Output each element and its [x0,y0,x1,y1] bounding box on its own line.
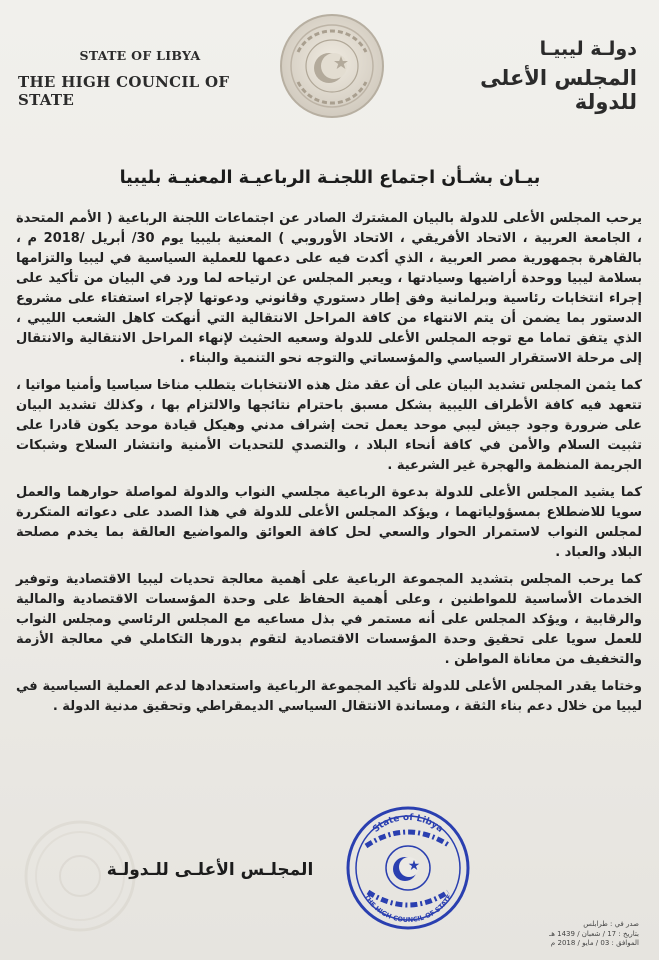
header-arabic [427,38,637,114]
statement-title: بيـان بشـأن اجتماع اللجنـة الرباعيـة المعنيـة بليبيا [119,168,541,188]
statement-body [16,209,642,722]
svg-text:State of Libya [371,813,445,835]
header-english [18,48,248,109]
stamp-crescent-star-icon [393,857,419,881]
official-stamp [344,798,472,936]
header-en-council: THE HIGH COUNCIL OF STATE [18,73,230,109]
issue-date-hijri: بتاريخ : 17 / شعبان / 1439 هـ [549,929,639,938]
issue-place: صدر في : طرابلس [583,920,639,928]
emblem-seal [278,12,386,120]
paragraph-1: يرحب المجلس الأعلى للدولة بالبيان المشترك الصادر عن اجتماعات اللجنة الرباعية ( الأمم المتحدة ، الجامعة العربية ، الاتحاد الأفريقي ، الاتحاد الأوروبي ) المعنية بليبيا يوم 30/ أبريل /2018 م ، بالقاهرة بجمهورية مصر العربية ، الذي أكدت فيه على دعمها للعملية السياسية في ليبيا والتزامها بسلامة ليبيا ووحدة أراضيها وسيادتها ، ويعبر المجلس عن ارتياحه لما ورد في البيان من تأكيد على إجراء انتخابات رئاسية وبرلمانية وفق إطار دستوري وقانوني ودعوتها لإجراء استفتاء على مشروع الدستور بما يضمن أن يتم الانتهاء من كافة المراحل الانتقالية التي أنهكت كاهل الشعب الليبي ، الذي يتفق تماما مع توجه المجلس الأعلى للدولة وسعيه الحثيث لإنهاء المراحل الانتقالية والانتقال إلى مرحلة الاستقرار السياسي والمؤسساتي والتوجه نحو التنمية والبناء . [16,211,642,366]
paragraph-3: كما يشيد المجلس الأعلى للدولة بدعوة الرباعية مجلسي النواب والدولة لمواصلة حوارهما والعمل سويا للاضطلاع بمسؤولياتهما ، ويؤكد المجلس الأعلى للدولة في هذا الصدد على دعواته المتكررة لمجلس النواب لاستمرار الحوار والسعي لحل كافة العوائق والمواضيع العالقة بما يخدم مصلحة البلاد والعباد . [16,485,642,560]
stamp-bottom-text: THE HIGH COUNCIL OF STATE [362,893,454,925]
header-ar-council: المجلس الأعلى للدولة [480,66,637,114]
paragraph-5: وختاما يقدر المجلس الأعلى للدولة تأكيد المجموعة الرباعية واستعدادها لدعم العملية السياسية في ليبيا من خلال دعم بناء الثقة ، ومساندة الانتقال السياسي الديمقراطي وتحقيق مدنية الدولة . [16,679,642,714]
signature-council: المجلـس الأعلـى للـدولـة [106,860,314,880]
header-en-state: STATE OF LIBYA [79,48,201,63]
paragraph-4: كما يرحب المجلس بتشديد المجموعة الرباعية على أهمية معالجة تحديات ليبيا الاقتصادية وتوفير الخدمات الأساسية للمواطنين ، وعلى أهمية الحفاظ على وحدة المؤسسات الاقتصادية والمالية والرقابية ، ويؤكد المجلس على أنه مستمر في بذل مساعيه مع المجلس الرئاسي ومجلس النواب للعمل سويا على تحقيق وحدة المؤسسات الاقتصادية لتقوم بدورها التكاملي في معالجة الأزمة والتخفيف من معاناة المواطن . [16,572,642,667]
issue-date-gregorian: الموافق : 03 / مايو / 2018 م [550,939,639,947]
paragraph-2: كما يثمن المجلس تشديد البيان على أن عقد مثل هذه الانتخابات يتطلب مناخا سياسيا وأمنيا مواتيا ، تتعهد فيه كافة الأطراف الليبية بشكل مسبق باحترام نتائجها والالتزام بها ، وكذلك تشديد البيان على ضرورة وجود جيش ليبي موحد يعمل تحت إشراف مدني وهيكل قيادة موحد يكون قادرا على تثبيت السلام والأمن في كافة أنحاء البلاد ، والتصدي للتحديات الأمنية وانتشار السلاح وشبكات الجريمة المنظمة والهجرة غير الشرعية . [16,378,642,473]
stamp-top-text: State of Libya [371,812,445,835]
header-ar-state: دولـة ليبيـا [539,38,637,60]
issue-details [489,920,639,949]
